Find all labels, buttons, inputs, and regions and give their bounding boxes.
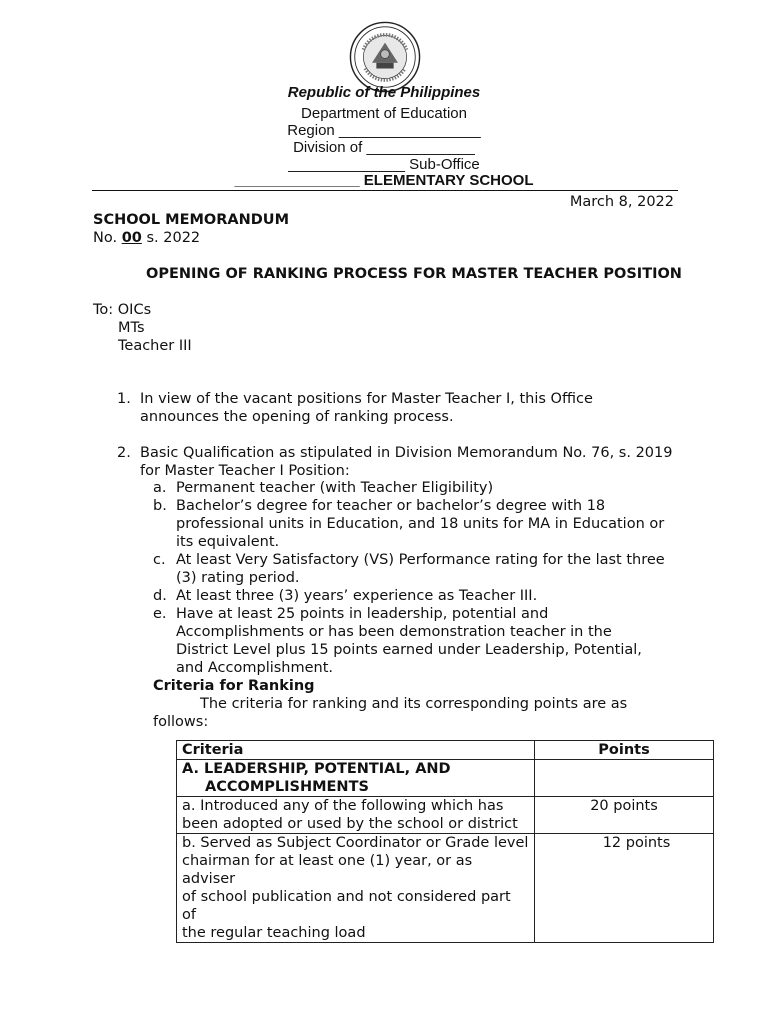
criteria-intro: follows:: [153, 714, 209, 730]
criteria-intro: The criteria for ranking and its corresponding points are as: [200, 696, 628, 712]
qual-text: At least three (3) years’ experience as Teacher III.: [176, 588, 538, 604]
criteria-line: the regular teaching load: [182, 925, 366, 941]
item-number: 2.: [117, 445, 131, 461]
table-row: [177, 797, 714, 834]
points-cell: 12 points: [535, 834, 714, 943]
memo-title: OPENING OF RANKING PROCESS FOR MASTER TEACHER POSITION: [146, 266, 682, 282]
qual-letter: b.: [153, 498, 167, 514]
qual-letter: d.: [153, 588, 167, 604]
qual-text: and Accomplishment.: [176, 660, 334, 676]
criteria-heading: Criteria for Ranking: [153, 678, 315, 694]
item-text: In view of the vacant positions for Master Teacher I, this Office: [140, 391, 593, 407]
republic-line: Republic of the Philippines: [287, 84, 481, 101]
school-line: _______________ ELEMENTARY SCHOOL: [234, 172, 534, 189]
to-recipient: MTs: [118, 320, 145, 336]
criteria-cell: [177, 834, 535, 943]
memo-number: [93, 229, 200, 247]
qual-text: Permanent teacher (with Teacher Eligibility): [176, 480, 494, 496]
points-cell: 20 points: [535, 797, 714, 834]
col-points-header: Points: [535, 741, 714, 760]
criteria-line: b. Served as Subject Coordinator or Grade level: [182, 835, 529, 851]
memo-no-value: 00: [121, 230, 142, 246]
section-a-line: A. LEADERSHIP, POTENTIAL, AND: [182, 761, 451, 777]
criteria-line: been adopted or used by the school or district: [182, 816, 518, 832]
item-number: 1.: [117, 391, 131, 407]
deped-seal: [349, 21, 421, 93]
section-a-line: ACCOMPLISHMENTS: [205, 779, 369, 795]
header-rule: [92, 190, 678, 191]
qual-text: Accomplishments or has been demonstration teacher in the: [176, 624, 612, 640]
section-a-label: [177, 760, 535, 797]
department-line: Department of Education: [301, 105, 467, 122]
criteria-table: [176, 740, 714, 943]
memo-type: SCHOOL MEMORANDUM: [93, 212, 290, 228]
col-criteria-header: Criteria: [177, 741, 535, 760]
criteria-line: of school publication and not considered part of: [182, 889, 511, 923]
item-text: Basic Qualification as stipulated in Division Memorandum No. 76, s. 2019: [140, 445, 673, 461]
to-label: To: OICs: [93, 302, 152, 318]
criteria-line: a. Introduced any of the following which has: [182, 798, 504, 814]
qual-text: Bachelor’s degree for teacher or bachelor’s degree with 18: [176, 498, 606, 514]
to-recipient: Teacher III: [118, 338, 192, 354]
qual-letter: e.: [153, 606, 167, 622]
section-a-points: [535, 760, 714, 797]
region-line: Region _________________: [287, 122, 481, 139]
division-line: Division of _____________: [293, 139, 475, 156]
sub-office-line: ______________ Sub-Office: [288, 156, 480, 173]
memo-no-suffix: s. 2022: [146, 230, 201, 246]
memo-date: March 8, 2022: [569, 194, 674, 210]
item-text: for Master Teacher I Position:: [140, 463, 350, 479]
criteria-line: chairman for at least one (1) year, or as adviser: [182, 853, 473, 887]
table-row: [177, 834, 714, 943]
qual-text: District Level plus 15 points earned under Leadership, Potential,: [176, 642, 642, 658]
table-header-row: [177, 741, 714, 760]
qual-text: At least Very Satisfactory (VS) Performance rating for the last three: [176, 552, 665, 568]
qual-text: Have at least 25 points in leadership, potential and: [176, 606, 549, 622]
table-section-row: [177, 760, 714, 797]
item-text: announces the opening of ranking process.: [140, 409, 454, 425]
memo-no-prefix: No.: [93, 230, 118, 246]
qual-text: professional units in Education, and 18 units for MA in Education or: [176, 516, 665, 532]
qual-text: its equivalent.: [176, 534, 280, 550]
qual-letter: c.: [153, 552, 166, 568]
qual-text: (3) rating period.: [176, 570, 300, 586]
criteria-cell: [177, 797, 535, 834]
qual-letter: a.: [153, 480, 167, 496]
